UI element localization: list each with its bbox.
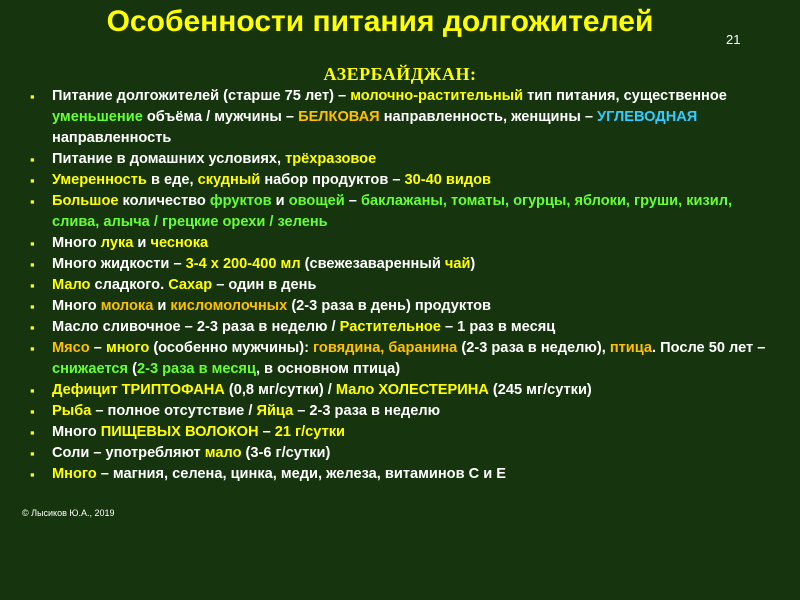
bullet-square-icon: ▪ [30,194,35,209]
list-item [30,275,770,296]
item-text-segment: Много жидкости – [52,256,186,272]
list-item [30,464,770,485]
bullet-square-icon: ▪ [30,383,35,398]
item-text-segment: в еде, [146,172,198,188]
item-text-segment: ( [128,361,137,377]
slide-subtitle: АЗЕРБАЙДЖАН: [323,64,477,84]
item-text-segment: трёхразовое [285,151,377,167]
bullet-square-icon: ▪ [30,341,35,356]
item-text-segment: фруктов [209,193,272,209]
item-text-segment: птица [609,340,653,356]
bullet-square-icon: ▪ [30,467,35,482]
item-text-segment: . После 50 лет – [652,340,766,356]
item-text-segment: говядина, баранина [313,340,458,356]
item-text-segment: направленность [52,130,172,146]
item-text-segment: УГЛЕВОДНАЯ [597,109,698,125]
item-text-segment: кисломолочных [170,298,288,314]
bullet-square-icon: ▪ [30,236,35,251]
slide-title: Особенности питания долгожителей [106,5,654,38]
item-text-segment: Мало [335,382,375,398]
item-text-segment: тип питания, существенное [523,88,727,104]
item-text-segment: (2-3 раза в день) продуктов [287,298,492,314]
list-item [30,338,770,380]
item-text-segment: баклажаны, томаты, огурцы, яблоки, груши, кизил, слива, алыча / грецкие орехи / зелень [52,193,733,230]
item-text-segment: овощей [288,193,345,209]
item-text-segment: снижается [52,361,129,377]
bullet-square-icon: ▪ [30,299,35,314]
item-text-segment: – [344,193,361,209]
item-text-segment: – магния, селена, цинка, меди, железа, витаминов С и Е [96,466,506,482]
list-item [30,422,770,443]
list-item [30,86,770,149]
item-text-segment: Соли – употребляют [52,445,205,461]
item-text-segment: сладкого. [90,277,169,293]
item-text-segment: и [153,298,171,314]
bullet-square-icon: ▪ [30,89,35,104]
bullet-square-icon: ▪ [30,320,35,335]
item-text-segment: Питание долгожителей (старше 75 лет) – [52,88,351,104]
list-item [30,443,770,464]
item-text-segment: ПИЩЕВЫХ ВОЛОКОН [100,424,259,440]
item-text-segment: 2-3 раза в месяц [136,361,256,377]
item-text-segment: , в основном птица) [255,361,401,377]
item-text-segment: – [258,424,275,440]
item-text-segment: Питание в домашних условиях, [52,151,286,167]
item-text-segment: молока [100,298,154,314]
bullet-square-icon: ▪ [30,173,35,188]
item-text-segment: Умеренность [52,172,147,188]
item-text-segment: Большое [52,193,119,209]
page-number: 21 [726,32,741,47]
list-item [30,233,770,254]
item-text-segment: чеснока [150,235,209,251]
item-text-segment: 30-40 видов [404,172,492,188]
item-text-segment: (0,8 мг/сутки) / [224,382,336,398]
item-text-segment: скудный [197,172,261,188]
item-text-segment: Много [52,298,101,314]
item-text-segment: Растительное [339,319,441,335]
item-text-segment: молочно-растительный [350,88,524,104]
item-text-segment: – полное отсутствие / [91,403,257,419]
item-text-segment: и [271,193,289,209]
item-text-segment: Мало [52,277,91,293]
item-text-segment: (особенно мужчины): [149,340,314,356]
item-text-segment: – [89,340,106,356]
item-text-segment: (3-6 г/сутки) [241,445,331,461]
item-text-segment: количество [118,193,210,209]
item-text-segment: Яйца [256,403,294,419]
bullet-square-icon: ▪ [30,257,35,272]
item-text-segment: объёма / мужчины – [142,109,299,125]
item-text-segment: – 1 раз в месяц [440,319,556,335]
bullet-square-icon: ▪ [30,425,35,440]
item-text-segment: Много [52,424,101,440]
item-text-segment: Сахар [168,277,213,293]
bullet-square-icon: ▪ [30,446,35,461]
item-text-segment: Масло сливочное – 2-3 раза в неделю / [52,319,340,335]
item-text-segment: Много [52,466,97,482]
item-text-segment: 21 г/сутки [274,424,346,440]
item-text-segment: (245 мг/сутки) [488,382,592,398]
list-item [30,170,770,191]
list-item [30,401,770,422]
item-text-segment: – один в день [212,277,317,293]
item-text-segment: 3-4 х 200-400 мл [185,256,301,272]
item-text-segment: – 2-3 раза в неделю [293,403,441,419]
item-text-segment: БЕЛКОВАЯ [298,109,380,125]
item-text-segment: ТРИПТОФАНА [121,382,225,398]
item-text-segment: (свежезаваренный [300,256,445,272]
bullet-square-icon: ▪ [30,404,35,419]
item-text-segment: ) [470,256,476,272]
item-text-segment: Рыба [52,403,92,419]
list-item [30,254,770,275]
item-text-segment: направленность, женщины – [379,109,598,125]
item-text-segment: мало [204,445,242,461]
item-text-segment: ХОЛЕСТЕРИНА [378,382,489,398]
list-item [30,191,770,233]
list-item [30,296,770,317]
bullet-square-icon: ▪ [30,278,35,293]
item-text-segment: и [133,235,151,251]
list-item [30,149,770,170]
list-item [30,317,770,338]
copyright: © Лысиков Ю.А., 2019 [22,508,115,518]
item-text-segment: лука [100,235,134,251]
item-text-segment: уменьшение [52,109,143,125]
item-text-segment: Много [52,235,101,251]
item-text-segment: Мясо [52,340,90,356]
item-text-segment: Дефицит [52,382,122,398]
item-text-segment: чай [444,256,471,272]
item-text-segment: (2-3 раза в неделю), [457,340,610,356]
item-text-segment: набор продуктов – [260,172,405,188]
bullet-square-icon: ▪ [30,152,35,167]
list-item [30,380,770,401]
bullet-list [30,86,770,485]
item-text-segment: много [105,340,150,356]
